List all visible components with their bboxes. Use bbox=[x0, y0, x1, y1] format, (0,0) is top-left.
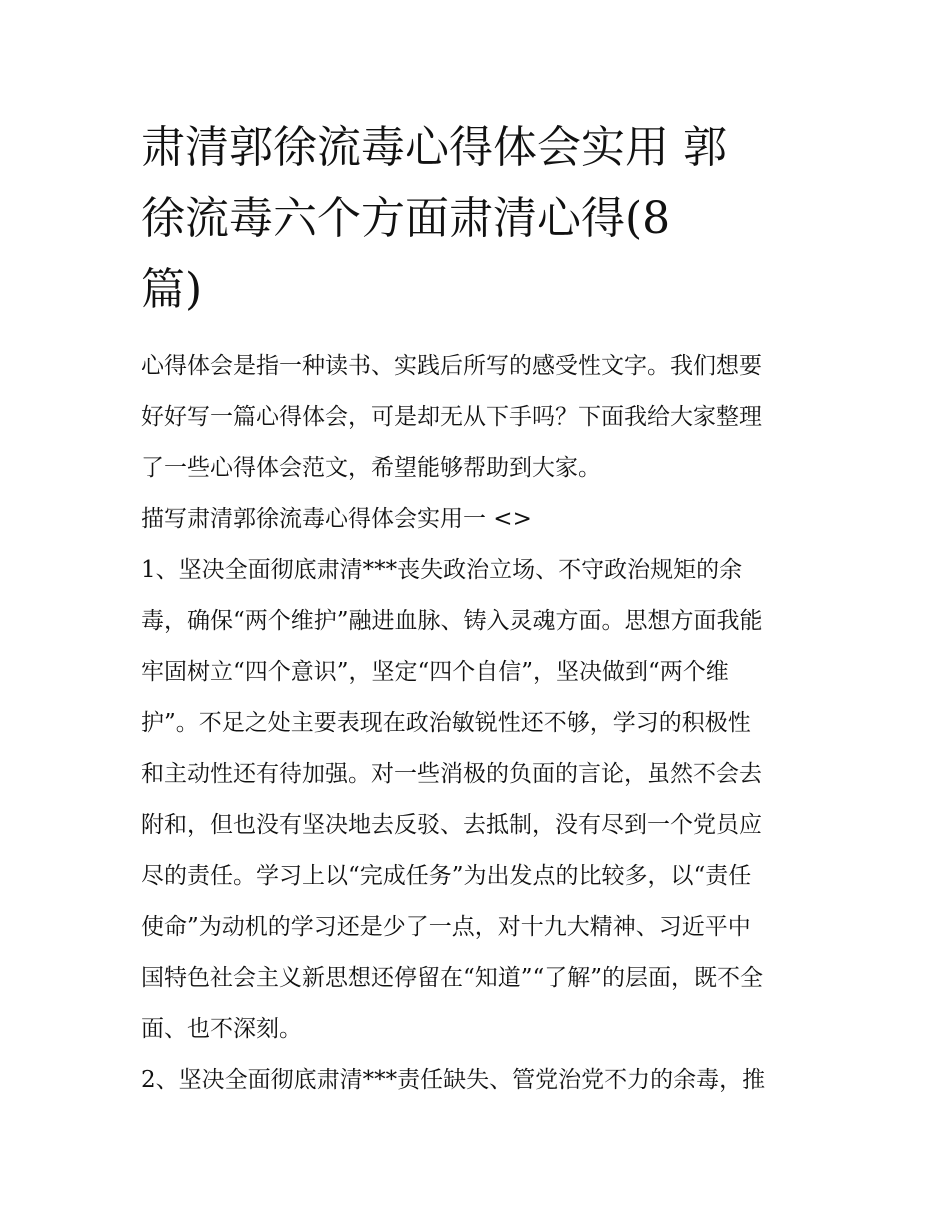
text-line: 附和，但也没有坚决地去反驳、去抵制，没有尽到一个党员应 bbox=[141, 812, 762, 838]
paragraph-2 bbox=[141, 1055, 816, 1106]
text-line: 描写肃清郭徐流毒心得体会实用一 <> bbox=[141, 506, 532, 532]
text-line: 尽的责任。学习上以“完成任务”为出发点的比较多，以“责任 bbox=[141, 863, 752, 889]
title-line: 篇) bbox=[141, 264, 203, 315]
text-line: 牢固树立“四个意识”，坚定“四个自信”，坚决做到“两个维 bbox=[141, 659, 729, 685]
title-line: 徐流毒六个方面肃清心得(8 bbox=[141, 193, 671, 244]
title-line: 肃清郭徐流毒心得体会实用 郭 bbox=[141, 122, 727, 173]
document-page bbox=[141, 112, 816, 1106]
text-line: 国特色社会主义新思想还停留在“知道”“了解”的层面，既不全 bbox=[141, 965, 764, 991]
section-heading bbox=[141, 494, 816, 545]
paragraph-1 bbox=[141, 545, 816, 1055]
text-line: 2、坚决全面彻底肃清***责任缺失、管党治党不力的余毒，推 bbox=[141, 1067, 766, 1093]
text-line: 护”。不足之处主要表现在政治敏锐性还不够，学习的积极性 bbox=[141, 710, 751, 736]
text-line: 1、坚决全面彻底肃清***丧失政治立场、不守政治规矩的余 bbox=[141, 557, 743, 583]
text-line: 和主动性还有待加强。对一些消极的负面的言论，虽然不会去 bbox=[141, 761, 762, 787]
text-line: 了一些心得体会范文，希望能够帮助到大家。 bbox=[141, 455, 601, 481]
text-line: 毒，确保“两个维护”融进血脉、铸入灵魂方面。思想方面我能 bbox=[141, 608, 763, 634]
document-title bbox=[141, 112, 816, 325]
text-line: 使命”为动机的学习还是少了一点，对十九大精神、习近平中 bbox=[141, 914, 751, 940]
text-line: 好好写一篇心得体会，可是却无从下手吗？下面我给大家整理 bbox=[141, 404, 762, 430]
text-line: 面、也不深刻。 bbox=[141, 1016, 302, 1042]
document-body bbox=[141, 341, 816, 1106]
intro-paragraph bbox=[141, 341, 816, 494]
text-line: 心得体会是指一种读书、实践后所写的感受性文字。我们想要 bbox=[141, 353, 762, 379]
